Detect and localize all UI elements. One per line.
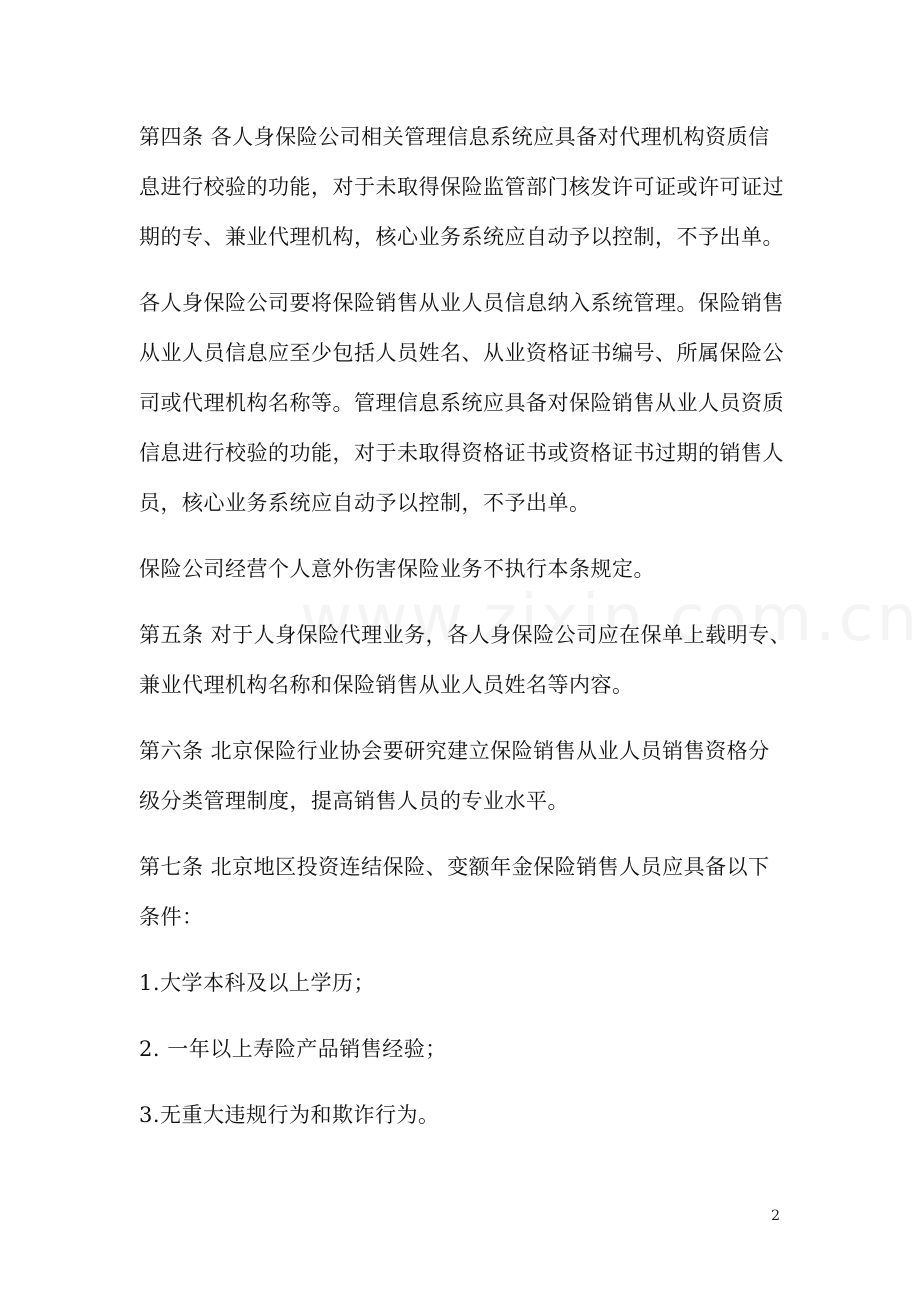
- paragraph-article-5: [139, 610, 794, 710]
- paragraph-gap: [139, 942, 794, 958]
- text-line: 期的专、兼业代理机构，核心业务系统应自动予以控制，不予出单。: [139, 225, 784, 249]
- paragraph-sales-staff-info: [139, 278, 794, 528]
- paragraph-accident-exemption: [139, 544, 794, 594]
- paragraph-article-7: [139, 842, 794, 942]
- text-line: 司或代理机构名称等。管理信息系统应具备对保险销售从业人员资质: [139, 391, 784, 415]
- list-item-condition-3: [139, 1090, 794, 1140]
- text-line: 条件：: [139, 905, 204, 929]
- text-line: 第六条 北京保险行业协会要研究建立保险销售从业人员销售资格分: [139, 739, 770, 763]
- paragraph-gap: [139, 710, 794, 726]
- text-line: 息进行校验的功能，对于未取得保险监管部门核发许可证或许可证过: [139, 175, 784, 199]
- paragraph-gap: [139, 262, 794, 278]
- text-line: 从业人员信息应至少包括人员姓名、从业资格证书编号、所属保险公: [139, 341, 784, 365]
- text-line: 1.大学本科及以上学历；: [139, 971, 376, 995]
- text-line: 第四条 各人身保险公司相关管理信息系统应具备对代理机构资质信: [139, 125, 770, 149]
- text-line: 各人身保险公司要将保险销售从业人员信息纳入系统管理。保险销售: [139, 291, 784, 315]
- paragraph-gap: [139, 1074, 794, 1090]
- text-line: 员，核心业务系统应自动予以控制，不予出单。: [139, 491, 591, 515]
- text-line: 第五条 对于人身保险代理业务，各人身保险公司应在保单上载明专、: [139, 623, 792, 647]
- text-line: 3.无重大违规行为和欺诈行为。: [139, 1103, 440, 1127]
- text-line: 信息进行校验的功能，对于未取得资格证书或资格证书过期的销售人: [139, 441, 784, 465]
- page-number: 2: [771, 1208, 780, 1224]
- text-line: 第七条 北京地区投资连结保险、变额年金保险销售人员应具备以下: [139, 855, 770, 879]
- text-line: 级分类管理制度，提高销售人员的专业水平。: [139, 789, 569, 813]
- list-item-condition-2: [139, 1024, 794, 1074]
- paragraph-gap: [139, 826, 794, 842]
- paragraph-article-4: [139, 112, 794, 262]
- paragraph-gap: [139, 528, 794, 544]
- list-item-condition-1: [139, 958, 794, 1008]
- paragraph-article-6: [139, 726, 794, 826]
- paragraph-gap: [139, 1008, 794, 1024]
- paragraph-gap: [139, 594, 794, 610]
- text-line: 2. 一年以上寿险产品销售经验；: [139, 1037, 447, 1061]
- text-line: 兼业代理机构名称和保险销售从业人员姓名等内容。: [139, 673, 634, 697]
- document-body: [139, 112, 794, 1140]
- text-line: 保险公司经营个人意外伤害保险业务不执行本条规定。: [139, 557, 655, 581]
